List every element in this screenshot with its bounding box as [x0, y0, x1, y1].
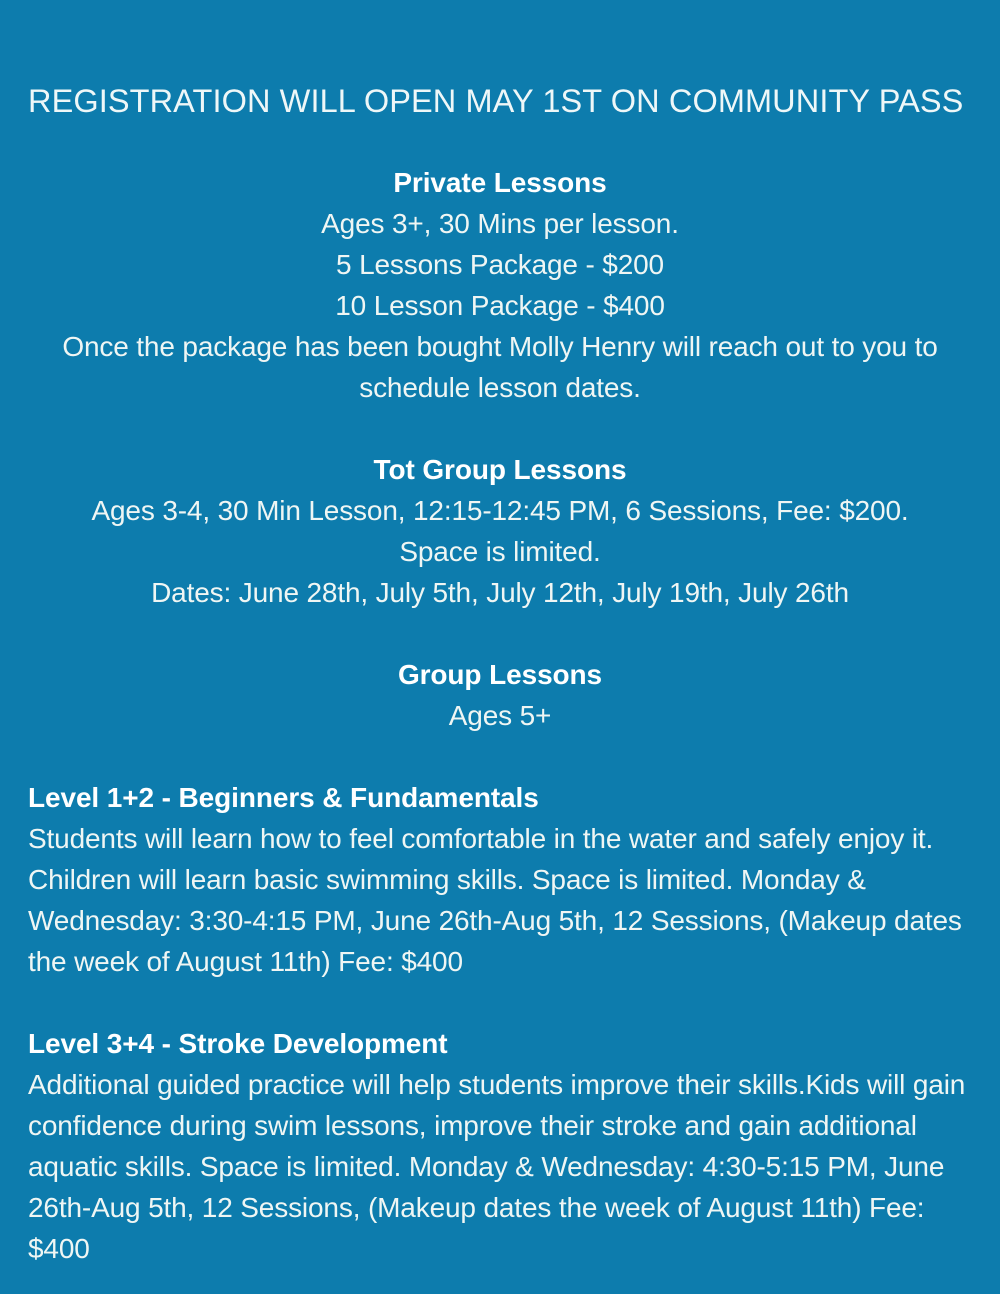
section-paragraph-level-1-2: Students will learn how to feel comfortable in the water and safely enjoy it. Children will learn basic swimming skills. Space is limited. Monday & Wednesday: 3:30-4:15 PM, June 26th-Aug 5th, 12 Sessions, (Makeup dates the week of August 11th) Fee: $400 [28, 823, 962, 977]
section-paragraph-level-3-4: Additional guided practice will help students improve their skills.Kids will gain confidence during swim lessons, improve their stroke and gain additional aquatic skills. Space is limited. Monday & Wednesday: 4:30-5:15 PM, June 26th-Aug 5th, 12 Sessions, (Makeup dates the week of August 11th) Fee: $400 [28, 1069, 966, 1264]
section-heading-group-lessons: Group Lessons [397, 659, 603, 690]
section-group-lessons [28, 654, 972, 736]
section-heading-level-3-4: Level 3+4 - Stroke Development [28, 1028, 448, 1059]
flyer-content [28, 162, 972, 1269]
section-heading-private-lessons: Private Lessons [393, 167, 607, 198]
section-tot-group-lessons [28, 449, 972, 613]
flyer-title-bar [28, 78, 972, 124]
section-line-tot-group-lessons-2: Space is limited. [399, 536, 601, 567]
section-line-private-lessons-1: Ages 3+, 30 Mins per lesson. [321, 208, 679, 239]
section-line-tot-group-lessons-1: Ages 3-4, 30 Min Lesson, 12:15-12:45 PM, 6 Sessions, Fee: $200. [91, 495, 909, 526]
section-level-3-4 [28, 1023, 972, 1269]
section-paragraph-private-lessons: Once the package has been bought Molly Henry will reach out to you to schedule lesson dates. [62, 331, 938, 403]
section-heading-level-1-2: Level 1+2 - Beginners & Fundamentals [28, 782, 539, 813]
registration-announcement-title: REGISTRATION WILL OPEN MAY 1ST ON COMMUNITY PASS [28, 83, 964, 119]
section-line-group-lessons-1: Ages 5+ [448, 700, 552, 731]
section-line-private-lessons-3: 10 Lesson Package - $400 [335, 290, 665, 321]
section-level-1-2 [28, 777, 972, 982]
section-line-private-lessons-2: 5 Lessons Package - $200 [336, 249, 664, 280]
section-heading-tot-group-lessons: Tot Group Lessons [373, 454, 627, 485]
section-private-lessons [28, 162, 972, 408]
section-line-tot-group-lessons-3: Dates: June 28th, July 5th, July 12th, July 19th, July 26th [151, 577, 849, 608]
